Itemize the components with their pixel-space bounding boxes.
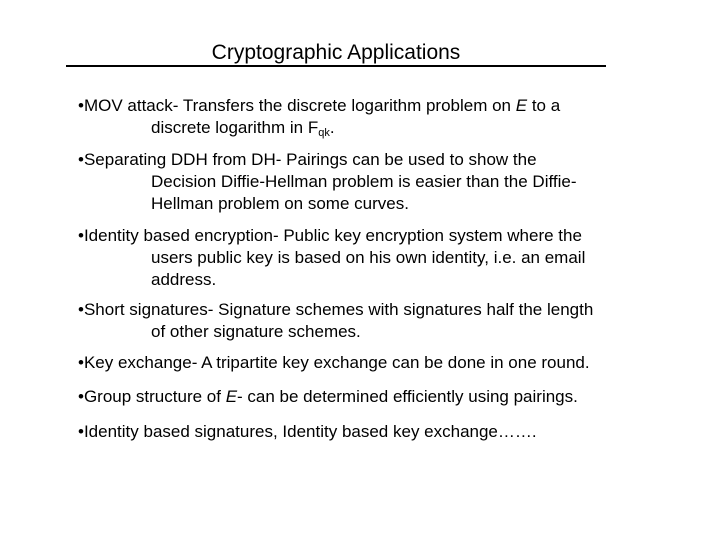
- bullet-marker: •: [78, 353, 84, 372]
- bullet-line: [78, 225, 638, 247]
- bullet-short-signatures: [78, 299, 638, 343]
- bullet-text: .: [329, 118, 335, 137]
- bullet-line: [78, 386, 638, 408]
- bullet-group-structure: [78, 386, 638, 408]
- bullet-text: Group structure of: [83, 387, 226, 406]
- bullet-line: [78, 95, 638, 117]
- bullet-identity-signatures: [78, 421, 638, 443]
- bullet-marker: •: [78, 226, 84, 245]
- bullet-text: Identity based encryption- Public key encryption system where the: [83, 226, 582, 245]
- bullet-separating-ddh: [78, 149, 638, 215]
- bullet-text: Identity based signatures, Identity based key exchange…….: [83, 422, 537, 441]
- bullet-text: to a: [527, 96, 561, 115]
- slide-title: Cryptographic Applications: [211, 41, 461, 64]
- bullet-marker: •: [78, 422, 84, 441]
- bullet-text: Separating DDH from DH- Pairings can be used to show the: [83, 150, 537, 169]
- bullet-text: MOV attack- Transfers the discrete logarithm problem on: [83, 96, 516, 115]
- bullet-line: Decision Diffie-Hellman problem is easier than the Diffie-: [151, 172, 577, 191]
- bullet-line: of other signature schemes.: [151, 322, 361, 341]
- bullet-line: Hellman problem on some curves.: [151, 194, 409, 213]
- bullet-marker: •: [78, 150, 84, 169]
- field-subscript: qk: [318, 127, 330, 139]
- bullet-line: [78, 149, 638, 171]
- bullet-marker: •: [78, 96, 84, 115]
- bullet-line: [78, 421, 638, 443]
- bullet-line: [78, 117, 638, 144]
- bullet-mov-attack: [78, 95, 638, 144]
- bullet-text: - can be determined efficiently using pairings.: [237, 387, 578, 406]
- bullet-text: Short signatures- Signature schemes with signatures half the length: [83, 300, 594, 319]
- bullet-identity-encryption: [78, 225, 638, 291]
- title-underline: [66, 65, 606, 67]
- bullet-line: address.: [151, 270, 217, 289]
- bullet-marker: •: [78, 387, 84, 406]
- bullet-text: discrete logarithm in F: [151, 118, 319, 137]
- curve-symbol: E: [515, 96, 528, 115]
- bullet-text: Key exchange- A tripartite key exchange can be done in one round.: [83, 353, 590, 372]
- bullet-marker: •: [78, 300, 84, 319]
- bullet-line: [78, 352, 638, 374]
- bullet-line: users public key is based on his own identity, i.e. an email: [151, 248, 586, 267]
- bullet-line: [78, 299, 638, 321]
- curve-symbol: E: [225, 387, 238, 406]
- bullet-key-exchange: [78, 352, 638, 374]
